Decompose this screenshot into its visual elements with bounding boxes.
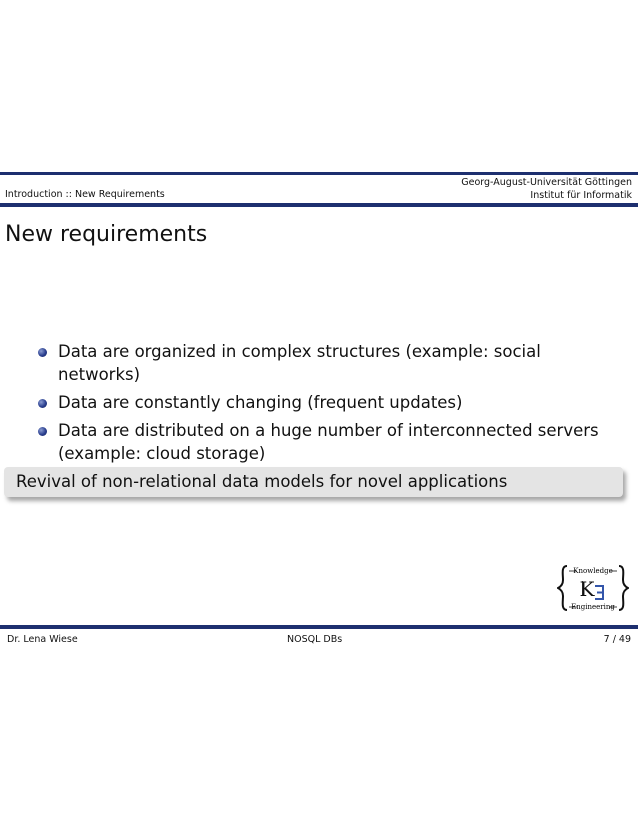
header-divider-top <box>0 172 638 175</box>
footer-course: NOSQL DBs <box>287 634 343 645</box>
footer-author: Dr. Lena Wiese <box>7 634 78 645</box>
page-title: New requirements <box>5 222 208 247</box>
list-item-text: Data are distributed on a huge number of interconnected servers (example: cloud storage) <box>58 421 599 463</box>
breadcrumb: Introduction :: New Requirements <box>5 189 165 200</box>
header-affiliation <box>461 176 632 202</box>
university-name: Georg-August-Universität Göttingen <box>461 177 632 188</box>
logo-top-text: Knowledge <box>573 567 613 575</box>
page-number: 7 / 49 <box>603 634 631 645</box>
bullet-list <box>36 340 626 470</box>
knowledge-engineering-logo-icon <box>557 562 629 614</box>
list-item-text: Data are constantly changing (frequent updates) <box>58 393 463 412</box>
bullet-icon <box>38 399 47 408</box>
institute-name: Institut für Informatik <box>530 190 632 201</box>
highlight-box <box>4 467 623 497</box>
bullet-icon <box>38 427 47 436</box>
logo-bottom-text: Engineering <box>571 603 615 611</box>
svg-text:K: K <box>579 577 595 601</box>
list-item <box>36 419 626 465</box>
bullet-icon <box>38 348 47 357</box>
list-item <box>36 340 626 386</box>
list-item-text: Data are organized in complex structures (example: social networks) <box>58 342 541 384</box>
header-divider-bottom <box>0 203 638 207</box>
footer-divider <box>0 625 638 629</box>
list-item <box>36 391 626 414</box>
highlight-text: Revival of non-relational data models for novel applications <box>16 472 508 491</box>
